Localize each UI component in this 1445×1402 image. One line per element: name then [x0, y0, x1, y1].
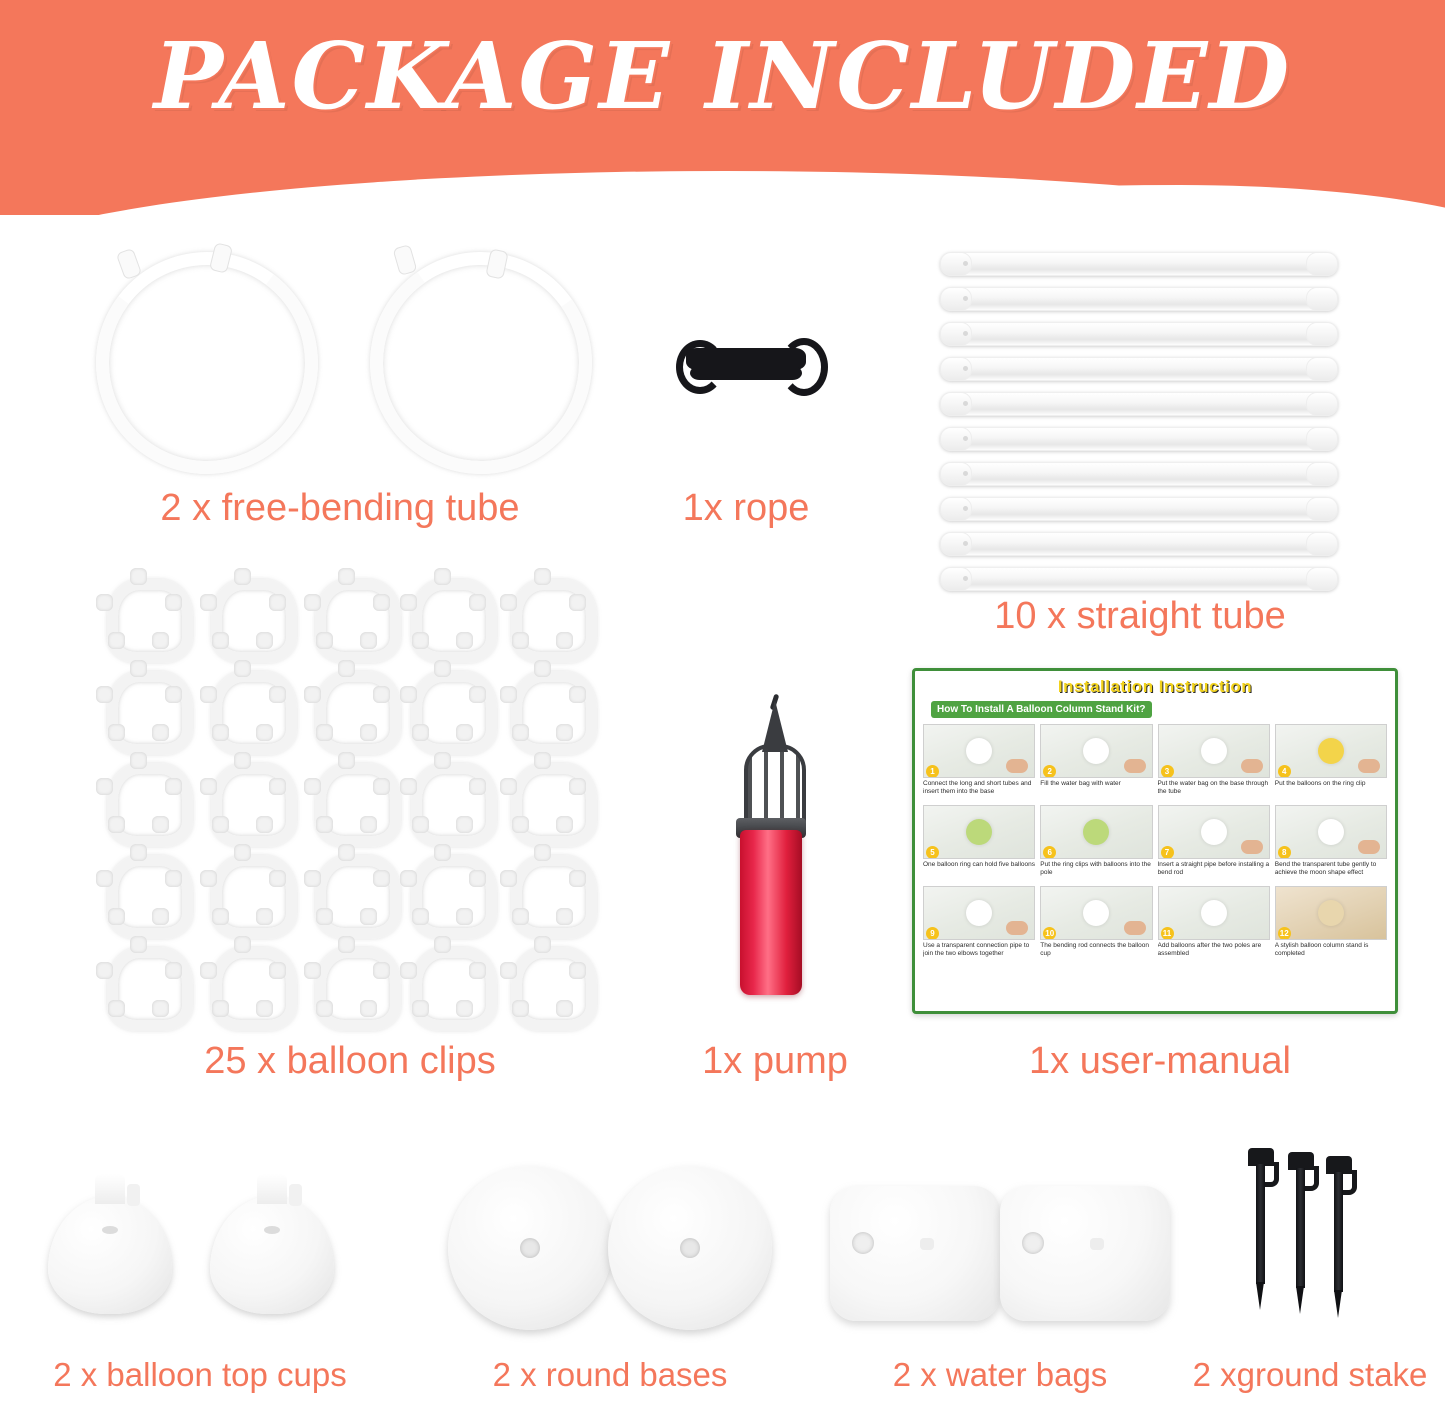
manual-step-text: The bending rod connects the balloon cup	[1040, 942, 1150, 958]
straight-tube-icon	[940, 427, 1338, 451]
manual-step	[1158, 724, 1270, 800]
tube-hole-icon	[963, 541, 968, 546]
manual-step-number: 7	[1161, 846, 1174, 859]
water-bag-nub	[920, 1238, 934, 1250]
balloon-clip-icon	[400, 938, 486, 1018]
base-center-hole-icon	[680, 1238, 700, 1258]
water-bag-cap-icon	[852, 1232, 874, 1254]
stake-tip	[1334, 1290, 1342, 1318]
balloon-clip-icon	[200, 846, 286, 926]
straight-tube-icon	[940, 287, 1338, 311]
manual-step-photo	[1040, 805, 1152, 859]
balloon-clip-icon	[304, 570, 390, 650]
balloon-clip-icon	[400, 570, 486, 650]
tube-hole-icon	[963, 296, 968, 301]
tube-end-cap-icon	[392, 244, 417, 276]
water-bag-nub	[1090, 1238, 1104, 1250]
manual-step	[923, 886, 1035, 962]
manual-step-number: 5	[926, 846, 939, 859]
stake-tip	[1256, 1282, 1264, 1310]
cup-hole-icon	[102, 1226, 118, 1234]
tube-hole-icon	[963, 506, 968, 511]
free-bending-tube-icon	[352, 234, 609, 491]
manual-step-photo	[923, 805, 1035, 859]
manual-step-text: A stylish balloon column stand is completed	[1274, 942, 1369, 958]
manual-step-number: 3	[1161, 765, 1174, 778]
stake-hook	[1304, 1166, 1319, 1191]
tube-cap-right	[1306, 497, 1338, 521]
straight-tube-icon	[940, 462, 1338, 486]
pump-barrel	[740, 830, 802, 995]
manual-step-number: 2	[1043, 765, 1056, 778]
manual-step	[1040, 886, 1152, 962]
manual-steps-grid	[915, 722, 1395, 968]
base-center-hole-icon	[520, 1238, 540, 1258]
manual-step-photo	[1275, 724, 1387, 778]
manual-step-number: 10	[1043, 927, 1056, 940]
caption-balloon-top-cups: 2 x balloon top cups	[53, 1356, 347, 1393]
balloon-clip-icon	[304, 662, 390, 742]
manual-step	[923, 724, 1035, 800]
straight-tube-icon	[940, 567, 1338, 591]
manual-step-text: Use a transparent connection pipe to join the two elbows together	[923, 942, 1030, 958]
caption-round-bases: 2 x round bases	[492, 1356, 728, 1393]
manual-step	[923, 805, 1035, 881]
stake-tip	[1296, 1286, 1304, 1314]
tube-hole-icon	[963, 331, 968, 336]
stake-shaft	[1334, 1172, 1343, 1292]
manual-step-number: 9	[926, 927, 939, 940]
caption-free-bending-tube: 2 x free-bending tube	[160, 487, 520, 529]
manual-step-text: Bend the transparent tube gently to achieve the moon shape effect	[1274, 861, 1377, 877]
cup-neck	[95, 1174, 125, 1204]
balloon-clip-icon	[304, 754, 390, 834]
round-base-icon	[448, 1166, 612, 1330]
rope-bundle-lower	[690, 366, 802, 380]
manual-step	[1275, 805, 1387, 881]
ground-stake-icon	[1248, 1148, 1274, 1312]
manual-step	[1275, 886, 1387, 962]
manual-step-number: 1	[926, 765, 939, 778]
balloon-clip-icon	[200, 662, 286, 742]
tube-cap-right	[1306, 357, 1338, 381]
straight-tube-icon	[940, 322, 1338, 346]
manual-subtitle: How To Install A Balloon Column Stand Kit?	[931, 701, 1152, 718]
page-title: PACKAGE INCLUDED	[153, 22, 1292, 130]
water-bag-cap-icon	[1022, 1232, 1044, 1254]
manual-step-number: 12	[1278, 927, 1291, 940]
free-bending-tube-icon	[82, 238, 333, 489]
balloon-clip-icon	[400, 846, 486, 926]
cup-hole-icon	[264, 1226, 280, 1234]
cup-stub	[127, 1184, 140, 1206]
stake-shaft	[1296, 1168, 1305, 1288]
manual-step-text: Add balloons after the two poles are assembled	[1157, 942, 1262, 958]
round-base-icon	[608, 1166, 772, 1330]
manual-step	[1040, 724, 1152, 800]
balloon-clip-icon	[400, 662, 486, 742]
caption-balloon-clips: 25 x balloon clips	[204, 1040, 496, 1082]
balloon-clip-icon	[96, 938, 182, 1018]
tube-hole-icon	[963, 366, 968, 371]
manual-step	[1158, 886, 1270, 962]
cup-neck	[257, 1174, 287, 1204]
manual-step-photo	[1040, 886, 1152, 940]
balloon-clip-icon	[200, 938, 286, 1018]
balloon-top-cup-icon	[210, 1196, 334, 1314]
balloon-clip-icon	[200, 754, 286, 834]
balloon-clip-icon	[500, 938, 586, 1018]
caption-pump: 1x pump	[702, 1040, 848, 1082]
manual-step-photo	[1158, 805, 1270, 859]
manual-step-text: Fill the water bag with water	[1040, 780, 1121, 787]
balloon-clip-icon	[304, 846, 390, 926]
caption-ground-stake: 2 xground stake	[1192, 1356, 1428, 1393]
manual-step-number: 8	[1278, 846, 1291, 859]
water-bag-icon	[1000, 1186, 1170, 1321]
manual-step-text: One balloon ring can hold five balloons	[923, 861, 1036, 868]
balloon-clip-icon	[500, 662, 586, 742]
straight-tube-icon	[940, 497, 1338, 521]
caption-straight-tube: 10 x straight tube	[994, 595, 1286, 637]
tube-cap-right	[1306, 567, 1338, 591]
balloon-clip-icon	[400, 754, 486, 834]
tube-hole-icon	[963, 576, 968, 581]
manual-step-text: Insert a straight pipe before installing a bend rod	[1157, 861, 1270, 877]
balloon-clip-icon	[500, 754, 586, 834]
manual-step-text: Put the water bag on the base through the tube	[1157, 780, 1269, 796]
tube-hole-icon	[963, 401, 968, 406]
manual-step-number: 6	[1043, 846, 1056, 859]
tube-cap-right	[1306, 252, 1338, 276]
manual-step	[1040, 805, 1152, 881]
balloon-clip-icon	[96, 662, 182, 742]
caption-rope: 1x rope	[682, 487, 810, 529]
straight-tube-icon	[940, 392, 1338, 416]
user-manual-card	[912, 668, 1398, 1014]
balloon-clip-icon	[200, 570, 286, 650]
manual-step-photo	[1275, 805, 1387, 859]
balloon-clip-icon	[500, 570, 586, 650]
tube-cap-right	[1306, 287, 1338, 311]
manual-title: Installation Instruction	[1057, 677, 1253, 696]
stake-hook	[1264, 1162, 1279, 1187]
tube-cap-right	[1306, 532, 1338, 556]
balloon-top-cup-icon	[48, 1196, 172, 1314]
manual-step-photo	[923, 886, 1035, 940]
ground-stake-icon	[1288, 1152, 1314, 1316]
cup-stub	[289, 1184, 302, 1206]
header-banner	[0, 0, 1445, 215]
manual-step	[1275, 724, 1387, 800]
stake-shaft	[1256, 1164, 1265, 1284]
straight-tube-icon	[940, 532, 1338, 556]
tube-hole-icon	[963, 261, 968, 266]
balloon-clip-icon	[96, 570, 182, 650]
ground-stake-icon	[1326, 1156, 1352, 1320]
manual-step-text: Put the balloons on the ring clip	[1274, 780, 1366, 787]
manual-step-photo	[1158, 886, 1270, 940]
rope-icon	[676, 322, 816, 402]
caption-water-bags: 2 x water bags	[892, 1356, 1108, 1393]
balloon-clip-icon	[500, 846, 586, 926]
manual-step-text: Put the ring clips with balloons into the pole	[1040, 861, 1151, 877]
balloon-clip-icon	[96, 846, 182, 926]
tube-hole-icon	[963, 436, 968, 441]
straight-tube-icon	[940, 252, 1338, 276]
tube-cap-right	[1306, 462, 1338, 486]
manual-step-number: 4	[1278, 765, 1291, 778]
manual-step	[1158, 805, 1270, 881]
balloon-clip-icon	[96, 754, 182, 834]
manual-step-photo	[1040, 724, 1152, 778]
tube-cap-right	[1306, 392, 1338, 416]
tube-hole-icon	[963, 471, 968, 476]
water-bag-icon	[830, 1186, 1000, 1321]
straight-tube-icon	[940, 357, 1338, 381]
manual-step-text: Connect the long and short tubes and insert them into the base	[923, 780, 1032, 796]
manual-step-photo	[923, 724, 1035, 778]
manual-step-photo	[1275, 886, 1387, 940]
stake-hook	[1342, 1170, 1357, 1195]
manual-step-number: 11	[1161, 927, 1174, 940]
tube-cap-right	[1306, 322, 1338, 346]
balloon-clip-icon	[304, 938, 390, 1018]
caption-user-manual: 1x user-manual	[1029, 1040, 1291, 1082]
manual-step-photo	[1158, 724, 1270, 778]
tube-cap-right	[1306, 427, 1338, 451]
